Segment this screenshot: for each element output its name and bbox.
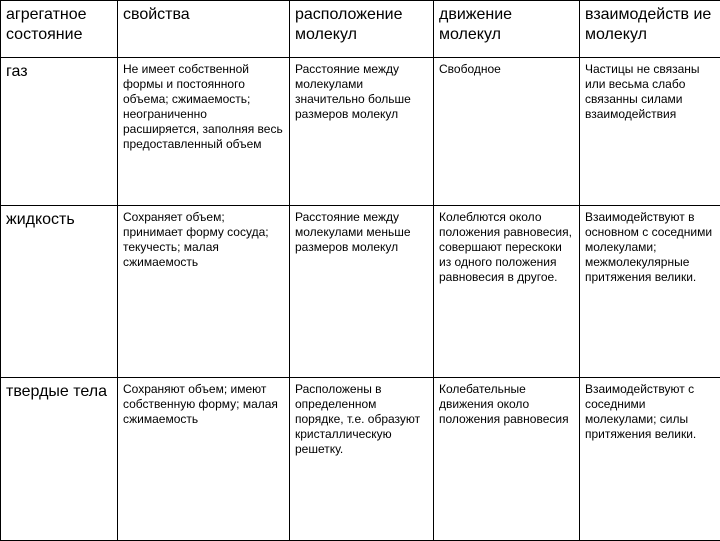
arrangement-cell: Расстояние между молекулами значительно больше размеров молекул <box>290 58 434 206</box>
header-molecule-arrangement: расположение молекул <box>290 1 434 58</box>
state-name-cell: газ <box>1 58 118 206</box>
interaction-cell: Частицы не связаны или весьма слабо связанны силами взаимодействия <box>580 58 720 206</box>
arrangement-cell: Расположены в определенном порядке, т.е. образуют кристаллическую решетку. <box>290 378 434 541</box>
table-row-liquid <box>1 206 720 378</box>
properties-cell: Сохраняют объем; имеют собственную форму; малая сжимаемость <box>118 378 290 541</box>
properties-cell: Не имеет собственной формы и постоянного объема; сжимаемость; неограниченно расширяется, заполняя весь предоставленный объем <box>118 58 290 206</box>
header-molecule-motion: движение молекул <box>434 1 580 58</box>
header-aggregate-state: агрегатное состояние <box>1 1 118 58</box>
arrangement-cell: Расстояние между молекулами меньше размеров молекул <box>290 206 434 378</box>
header-molecule-interaction: взаимодейств ие молекул <box>580 1 720 58</box>
motion-cell: Свободное <box>434 58 580 206</box>
interaction-cell: Взаимодействуют с соседними молекулами; силы притяжения велики. <box>580 378 720 541</box>
table-header-row <box>1 1 720 58</box>
motion-cell: Колеблются около положения равновесия, совершают перескоки из одного положения равновесия в другое. <box>434 206 580 378</box>
properties-cell: Сохраняет объем; принимает форму сосуда; текучесть; малая сжимаемость <box>118 206 290 378</box>
header-properties: свойства <box>118 1 290 58</box>
state-name-cell: жидкость <box>1 206 118 378</box>
state-name-cell: твердые тела <box>1 378 118 541</box>
table-row-solid <box>1 378 720 541</box>
motion-cell: Колебательные движения около положения равновесия <box>434 378 580 541</box>
interaction-cell: Взаимодействуют в основном с соседними молекулами; межмолекулярные притяжения велики. <box>580 206 720 378</box>
table-row-gas <box>1 58 720 206</box>
